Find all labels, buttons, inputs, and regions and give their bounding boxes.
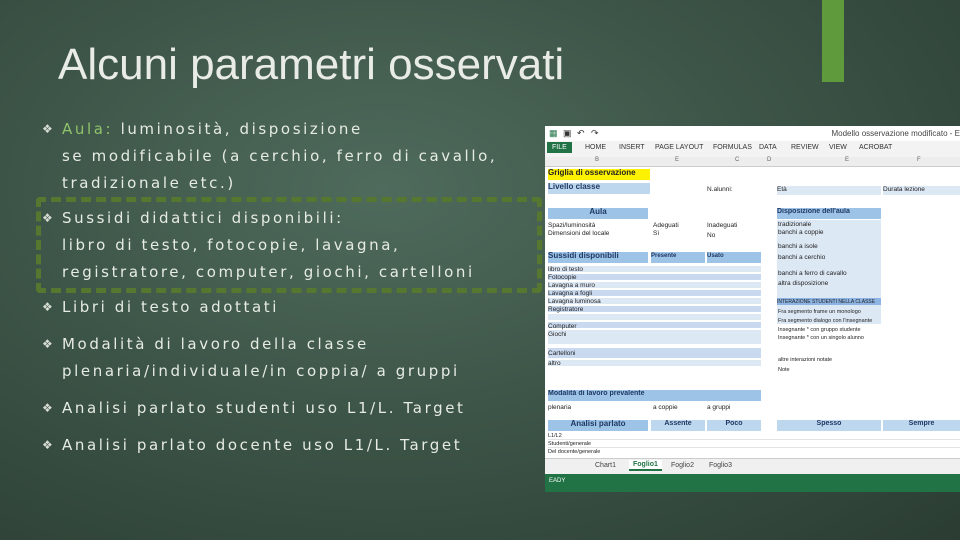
bullet-analisi-studenti [42, 395, 542, 422]
tab-page-layout[interactable]: PAGE LAYOUT [655, 144, 704, 151]
label-alunni: N.alunni: [707, 186, 733, 193]
disposizione-row: banchi a cerchio [778, 254, 826, 261]
diamond-bullet-icon: ❖ [42, 401, 53, 415]
bullet-line: plenaria/individuale/in coppia/ a gruppi [62, 362, 460, 380]
disposizione-row: altra disposizione [778, 280, 829, 287]
interazione-row: Insegnante * con gruppo studente [778, 327, 861, 333]
header-aula: Aula [548, 208, 648, 219]
label-eta: Età [777, 186, 881, 195]
sheet-tabs [545, 458, 960, 475]
tab-file[interactable]: FILE [547, 142, 572, 153]
label-durata: Durata lezione [883, 186, 960, 195]
bullet-line: Libri di testo adottati [62, 298, 280, 316]
sheet-tab-foglio1[interactable]: Foglio1 [629, 460, 662, 471]
analisi-row: Studenti/generale [548, 441, 592, 447]
table-row [548, 330, 761, 344]
status-bar [545, 474, 960, 492]
aula-col: Adeguati [653, 222, 679, 229]
header-disposizione: Disposizione dell'aula [777, 208, 881, 219]
tab-home[interactable]: HOME [585, 144, 606, 151]
bullet-analisi-docente [42, 432, 542, 459]
aula-row: Dimensioni del locale [548, 230, 610, 237]
sussidi-row: Registratore [548, 306, 584, 313]
note-row: Note [778, 367, 790, 373]
sussidi-row: Fotocopie [548, 274, 577, 281]
modalita-val: a gruppi [707, 404, 731, 411]
slide-title: Alcuni parametri osservati [58, 40, 565, 89]
table-row [548, 360, 761, 366]
bullet-line: Analisi parlato docente uso L1/L. Target [62, 436, 463, 454]
bullet-accent: Aula: [62, 120, 114, 138]
sheet-tab-foglio3[interactable]: Foglio3 [709, 462, 732, 469]
table-row [548, 322, 761, 328]
diamond-bullet-icon: ❖ [42, 438, 53, 452]
window-title: Modello osservazione modificato - E [831, 129, 960, 138]
interazione-row: Insegnante * con un singolo alunno [778, 335, 864, 341]
sussidi-row: libro di testo [548, 266, 584, 273]
header-griglia: Griglia di osservazione [548, 169, 650, 180]
livello-classe: Livello classe [548, 183, 650, 194]
table-row [548, 274, 761, 280]
analisi-col: Assente [651, 420, 705, 431]
analisi-col: Sempre [883, 420, 960, 431]
sussidi-col: Usato [707, 252, 761, 263]
sussidi-row: Cartelloni [548, 350, 576, 357]
aula-row: Spazi/luminosità [548, 222, 596, 229]
undo-icon[interactable]: ↶ [577, 128, 585, 138]
excel-screenshot [545, 126, 960, 492]
sussidi-row: Lavagna a fogli [548, 290, 593, 297]
interazione-row: Fra segmento dialogo con l'insegnante [778, 318, 873, 324]
bullet-sussidi [42, 205, 542, 286]
save-icon[interactable]: ▣ [563, 128, 572, 138]
sheet-tab-chart1[interactable]: Chart1 [595, 462, 617, 469]
interazione-header: INTERAZIONE STUDENTI NELLA CLASSE [777, 298, 881, 305]
table-row [548, 348, 761, 358]
interazione-row: Fra segmento frame un monologo [778, 309, 861, 315]
column-header: D [767, 157, 772, 163]
bullet-libri [42, 294, 542, 321]
analisi-row: L1/L2 [548, 433, 562, 439]
grid-line [548, 447, 960, 448]
column-header: E [675, 157, 680, 163]
diamond-bullet-icon: ❖ [42, 337, 53, 351]
column-header: E [845, 157, 850, 163]
grid-line [548, 439, 960, 440]
column-header: B [595, 157, 600, 163]
diamond-bullet-icon: ❖ [42, 122, 53, 136]
sheet-tab-foglio2[interactable]: Foglio2 [671, 462, 694, 469]
bullet-modalita [42, 331, 542, 385]
redo-icon[interactable]: ↷ [591, 128, 599, 138]
accent-bar [822, 0, 844, 82]
tab-review[interactable]: REVIEW [791, 144, 819, 151]
status-text: EADY [549, 478, 566, 484]
column-headers [545, 157, 960, 167]
analisi-col: Spesso [777, 420, 881, 431]
disposizione-row: banchi a isole [778, 243, 818, 250]
header-sussidi: Sussidi disponibili [548, 252, 648, 263]
excel-logo-icon: ▦ [549, 128, 558, 138]
sussidi-row: Lavagna luminosa [548, 298, 601, 305]
bullet-line: se modificabile (a cerchio, ferro di cavallo, [62, 147, 498, 165]
bullet-list [42, 116, 542, 459]
bullet-aula [42, 116, 542, 197]
quick-access-toolbar [545, 126, 960, 142]
aula-val: No [707, 232, 716, 239]
aula-val: Sì [653, 230, 660, 237]
tab-insert[interactable]: INSERT [619, 144, 645, 151]
disposizione-row: banchi a ferro di cavallo [778, 270, 847, 277]
analisi-row: Del docente/generale [548, 449, 601, 455]
bullet-line: libro di testo, fotocopie, lavagna, [62, 236, 401, 254]
analisi-col: Poco [707, 420, 761, 431]
sussidi-row: Computer [548, 323, 577, 330]
tab-view[interactable]: VIEW [829, 144, 847, 151]
sussidi-col: Presente [651, 252, 705, 263]
header-analisi: Analisi parlato [548, 420, 648, 431]
bullet-line: Modalità di lavoro della classe [62, 335, 369, 353]
bullet-line: Analisi parlato studenti uso L1/L. Target [62, 399, 466, 417]
note-row: altre interazioni notate [778, 357, 833, 363]
aula-col: Inadeguati [707, 222, 738, 229]
modalita-val: plenaria [548, 404, 572, 411]
header-modalita: Modalità di lavoro prevalente [548, 390, 761, 401]
bullet-line: tradizionale etc.) [62, 174, 236, 192]
sussidi-row: Giochi [548, 331, 567, 338]
column-header: C [735, 157, 740, 163]
ribbon-tabs [545, 141, 960, 158]
tab-formulas[interactable]: FORMULAS [713, 144, 752, 151]
disposizione-row: banchi a coppie [778, 229, 824, 236]
diamond-bullet-icon: ❖ [42, 211, 53, 225]
tab-acrobat[interactable]: ACROBAT [859, 144, 893, 151]
modalita-val: a coppie [653, 404, 678, 411]
disposizione-row: tradizionale [778, 221, 812, 228]
sussidi-row: altro [548, 360, 561, 367]
bullet-line: Sussidi didattici disponibili: [62, 209, 344, 227]
table-row [548, 314, 761, 320]
bullet-line: luminosità, disposizione [120, 120, 363, 138]
tab-data[interactable]: DATA [759, 144, 777, 151]
column-header: F [917, 157, 921, 163]
bullet-line: registratore, computer, giochi, cartelloni [62, 263, 475, 281]
diamond-bullet-icon: ❖ [42, 300, 53, 314]
sussidi-row: Lavagna a muro [548, 282, 595, 289]
